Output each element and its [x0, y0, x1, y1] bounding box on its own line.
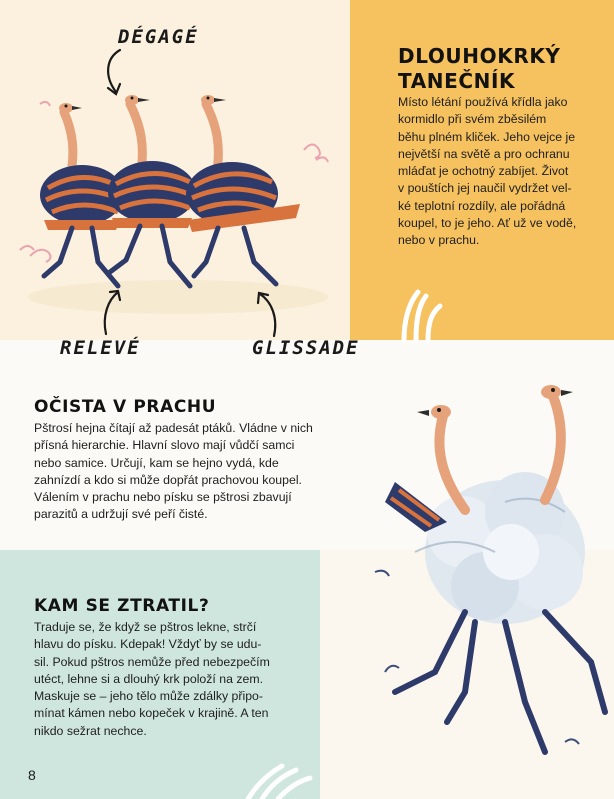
dancer-text: Místo létání používá křídla jako kormidlo při svém zběsilém běhu plném kliček. Jeho vejce je největší na světě a pro ochranu mláďat je ochotný zabíjet. Život v pouštích jej naučil vydržet vel- ké teplotní rozdíly, ale pořádná koupel, to je jeho. Ať už ve vodě, nebo v prachu. [398, 95, 577, 248]
ostrich-right [186, 95, 300, 284]
grass-decoration-bottom [238, 752, 318, 799]
label-releve: RELEVÉ [60, 337, 141, 359]
where-gone-text: Traduje se, že když se pštros lekne, strčí hlavu do písku. Kdepak! Vždyť by se udu- sil. Pokud pštros nemůže před nebezpečím utéct, lehne si a dlouhý krk položí na zem. Maskuje se – jeho tělo může zdálky připo- mínat kámen nebo kopeček v krajině. A ten nikdo sežrat nechce. [34, 620, 270, 738]
grass-decoration-top [396, 282, 446, 340]
dust-bathing-ostriches-illustration [355, 372, 614, 799]
ostrich-middle [108, 95, 196, 286]
dancer-heading: DLOUHOKRKÝ TANEČNÍK [398, 44, 561, 93]
label-degage: DÉGAGÉ [118, 26, 199, 48]
dancing-ostriches-illustration [0, 0, 350, 340]
where-gone-heading: KAM SE ZTRATIL? [34, 596, 210, 616]
arrow-glissade [248, 288, 284, 340]
arrow-degage [96, 46, 136, 98]
dust-bath-heading: OČISTA V PRACHU [34, 397, 217, 417]
dust-bath-text: Pštrosí hejna čítají až padesát ptáků. Vládne v nich přísná hierarchie. Hlavní slovo mají vůdčí samci nebo samice. Určují, kam se hejno vydá, kde zahnízdí a kdo si může dopřát prachovou koupel. Válením v prachu nebo písku se pštrosi zbavují parazitů a udržují své peří čisté. [34, 421, 313, 522]
page-number: 8 [28, 767, 36, 783]
arrow-releve [98, 286, 134, 338]
label-glissade: GLISSADE [252, 337, 360, 359]
